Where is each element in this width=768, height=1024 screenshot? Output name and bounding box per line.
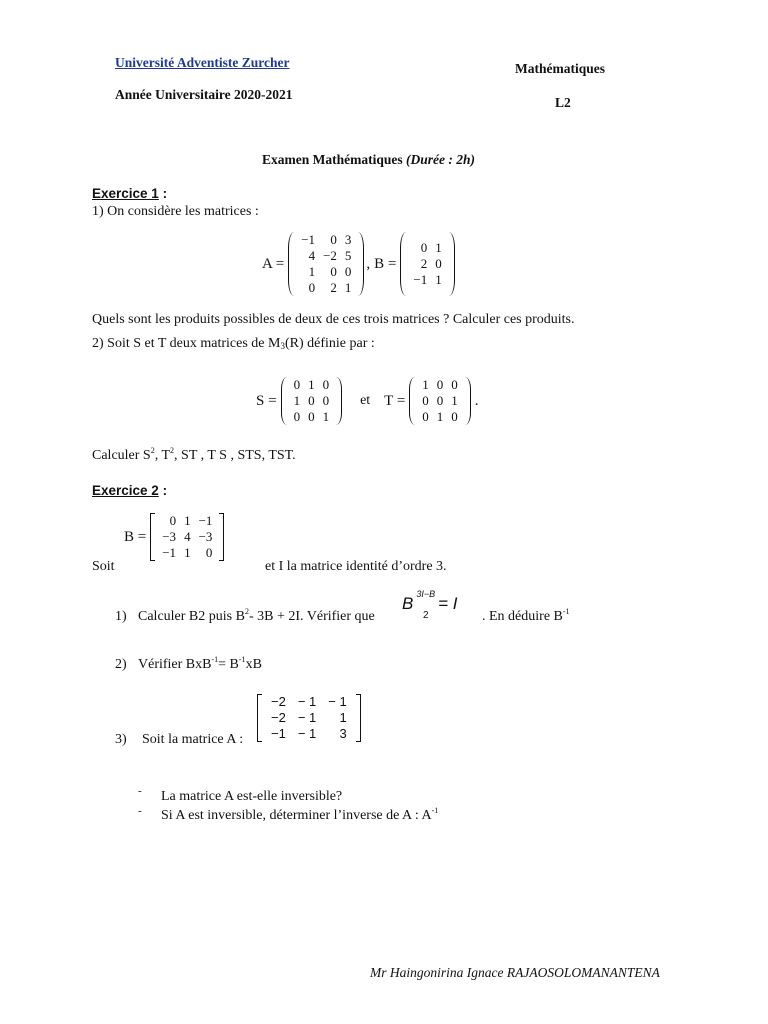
ex2-q1-formula (402, 589, 457, 622)
formula-num: 3I−B (416, 589, 436, 599)
ex2-q1-sup: 2 (244, 607, 249, 616)
matrix-a2-cell: − 1 (297, 726, 317, 741)
exercise-1-colon: : (158, 186, 168, 201)
ex2-q2-b: = B (218, 657, 239, 672)
matrix-t-period: . (474, 392, 479, 409)
matrix-t-row (418, 409, 462, 425)
ex2-q1-a: Calculer B2 puis B (138, 609, 245, 624)
ex2-q3-text: Soit la matrice A : (142, 732, 244, 747)
matrix-a2-cell: −2 (271, 710, 286, 725)
matrix-a-left-paren (288, 232, 294, 296)
matrix-b-cell: 2 (420, 256, 428, 271)
matrix-b-right-paren (449, 232, 455, 296)
matrix-s-cell: 1 (322, 409, 330, 424)
matrix-t-label: T = (384, 392, 406, 409)
matrix-b2-cell: 1 (184, 545, 191, 560)
matrix-t-left-paren (409, 377, 415, 425)
ex2-q2-text (138, 657, 262, 673)
matrix-a2-right-bracket (356, 694, 361, 742)
matrix-t (418, 377, 462, 425)
matrix-b2-label: B = (124, 528, 147, 545)
exercise-2-heading (92, 483, 167, 498)
matrix-t-cell: 0 (436, 393, 444, 408)
matrix-a-cell: 0 (344, 264, 352, 279)
matrix-s-row (290, 393, 334, 409)
matrix-b2-row (158, 545, 216, 561)
ex1-q2-calc-b: , T (154, 448, 171, 463)
matrix-a2-cell: 1 (339, 710, 347, 725)
matrix-a2-cell: 3 (339, 726, 347, 741)
matrix-a2-row (265, 710, 353, 726)
ex2-q2-a: Vérifier BxB (138, 657, 212, 672)
ex2-q1-c-sup: -1 (562, 607, 570, 616)
ex2-q2-c: xB (245, 657, 262, 672)
matrix-s-cell: 0 (308, 409, 315, 424)
soit-word: Soit (92, 559, 115, 574)
bullet-2-a: Si A est inversible, déterminer l’inverse de A : A (161, 808, 432, 823)
bullet-2-sup: -1 (431, 806, 439, 815)
university-name[interactable]: Université Adventiste Zurcher (115, 55, 290, 70)
matrix-s-cell: 0 (293, 377, 301, 392)
formula-eq: = I (438, 594, 458, 613)
ex1-q2-intro (92, 336, 375, 352)
matrix-a-cell: 0 (330, 264, 337, 279)
matrix-t-cell: 0 (422, 393, 429, 408)
matrix-t-cell: 0 (451, 377, 458, 392)
ex2-q1-number: 1) (115, 609, 127, 624)
ex1-q2-calc-c: , ST , T S , STS, TST. (174, 448, 296, 463)
ex1-q1-question: Quels sont les produits possibles de deux de ces trois matrices ? Calculer ces produits. (92, 312, 575, 327)
exercise-1-heading (92, 186, 167, 201)
matrix-a2-row (265, 694, 353, 710)
matrix-b-row (409, 240, 445, 256)
matrix-a-cell: −2 (323, 248, 337, 263)
matrix-st-block (256, 377, 483, 425)
matrix-b2-row (158, 529, 216, 545)
matrix-a2 (265, 694, 353, 742)
matrix-a2-block (257, 694, 361, 742)
matrix-b-row (409, 272, 445, 288)
matrix-a2-left-bracket (257, 694, 262, 742)
formula-den: 2 (422, 610, 429, 621)
matrix-a-label: A = (262, 255, 285, 272)
bullet-1-dash: - (138, 785, 142, 797)
matrix-b2-cell: −3 (198, 529, 213, 544)
subject: Mathématiques (515, 61, 605, 76)
matrix-b2-right-bracket (219, 513, 224, 561)
academic-year: Année Universitaire 2020-2021 (115, 87, 293, 102)
matrix-t-row (418, 377, 462, 393)
ex1-q2-intro-b: (R) définie par : (284, 336, 375, 351)
matrix-a (297, 232, 355, 296)
ex2-q1-b: - 3B + 2I. Vérifier que (248, 609, 375, 624)
matrix-s-row (290, 377, 334, 393)
matrix-s-cell: 1 (293, 393, 301, 408)
matrix-b2-cell: 0 (169, 513, 177, 528)
matrix-b2-cell: 0 (205, 545, 213, 560)
matrix-s (290, 377, 334, 425)
formula-b: B (402, 594, 414, 613)
matrix-b2-cell: −1 (162, 545, 177, 560)
exercise-1-label: Exercice 1 (92, 186, 159, 201)
ex1-q2-calc-sup1: 2 (150, 446, 155, 455)
matrix-s-right-paren (336, 377, 342, 425)
matrix-b-cell: 1 (435, 272, 442, 287)
matrix-a-cell: −1 (301, 232, 316, 247)
matrix-t-cell: 0 (451, 409, 458, 424)
matrix-a-cell: 2 (330, 280, 337, 295)
matrix-a-cell: 3 (344, 232, 352, 247)
matrix-b-label: B = (374, 255, 397, 272)
matrix-a-right-paren (358, 232, 364, 296)
matrix-t-row (418, 393, 462, 409)
matrix-b-cell: 1 (435, 240, 442, 255)
ex1-q2-intro-sub: 3 (280, 341, 285, 351)
matrix-a-row (297, 264, 355, 280)
matrix-b2-row (158, 513, 216, 529)
matrix-b-left-paren (400, 232, 406, 296)
matrix-a2-row (265, 726, 353, 742)
matrix-s-cell: 0 (308, 393, 315, 408)
bullet-1-text: La matrice A est-elle inversible? (161, 789, 343, 804)
formula-exponent (416, 589, 435, 622)
exam-title-main: Examen Mathématiques (262, 152, 406, 167)
ex1-q2-intro-a: 2) Soit S et T deux matrices de M (92, 336, 281, 351)
matrix-separator: , (366, 255, 371, 272)
matrix-b2-block (124, 513, 224, 561)
ex2-q2-sup1: -1 (211, 655, 219, 664)
matrix-a-row (297, 280, 355, 296)
matrix-a-cell: 4 (308, 248, 316, 263)
ex2-q3-number: 3) (115, 732, 127, 747)
matrix-b2-cell: 4 (184, 529, 191, 544)
matrix-a-cell: 5 (344, 248, 352, 263)
matrix-s-cell: 0 (293, 409, 301, 424)
ex1-q2-calc-sup2: 2 (170, 446, 175, 455)
matrix-b-cell: −1 (413, 272, 428, 287)
ex2-q1-text (138, 609, 375, 625)
matrix-a-row (297, 248, 355, 264)
matrix-s-label: S = (256, 392, 277, 409)
matrix-a2-cell: − 1 (328, 694, 347, 709)
exam-title (262, 152, 475, 168)
level: L2 (555, 95, 571, 110)
matrix-t-cell: 0 (422, 409, 429, 424)
matrix-a-row (297, 232, 355, 248)
matrix-b2-cell: −3 (162, 529, 177, 544)
matrix-s-left-paren (281, 377, 287, 425)
et-word: et (360, 393, 371, 408)
matrix-s-cell: 0 (322, 377, 330, 392)
exam-duration: (Durée : 2h) (406, 152, 475, 167)
ex2-q1-c: . En déduire B (482, 609, 563, 624)
identity-text: et I la matrice identité d’ordre 3. (265, 559, 447, 574)
exercise-2-colon: : (158, 483, 168, 498)
matrix-b2-cell: −1 (198, 513, 213, 528)
matrix-s-row (290, 409, 334, 425)
matrix-s-cell: 1 (308, 377, 315, 392)
ex1-q2-calc (92, 448, 296, 464)
matrix-t-cell: 1 (436, 409, 444, 424)
matrix-t-cell: 1 (451, 393, 458, 408)
matrix-a-cell: 0 (308, 280, 316, 295)
matrix-a2-cell: −2 (271, 694, 286, 709)
matrix-b-cell: 0 (420, 240, 428, 255)
matrix-t-cell: 0 (436, 377, 444, 392)
bullet-2-dash: - (138, 805, 142, 817)
matrix-a-cell: 0 (330, 232, 337, 247)
matrix-b2-left-bracket (150, 513, 155, 561)
matrix-b (409, 240, 445, 288)
bullet-2-text (161, 808, 438, 824)
matrix-b2 (158, 513, 216, 561)
matrix-t-cell: 1 (422, 377, 429, 392)
matrix-s-cell: 0 (322, 393, 330, 408)
matrix-a-cell: 1 (344, 280, 352, 295)
ex2-q2-number: 2) (115, 657, 127, 672)
matrix-b-row (409, 256, 445, 272)
ex2-q1-deduce (482, 609, 570, 625)
matrix-a2-cell: − 1 (297, 710, 317, 725)
ex2-q2-sup2: -1 (238, 655, 246, 664)
author: Mr Haingonirina Ignace RAJAOSOLOMANANTENA (370, 965, 660, 980)
matrix-b2-cell: 1 (184, 513, 191, 528)
matrix-a-cell: 1 (308, 264, 316, 279)
matrix-a2-cell: − 1 (297, 694, 317, 709)
exercise-2-label: Exercice 2 (92, 483, 159, 498)
matrix-t-right-paren (465, 377, 471, 425)
ex1-q1-intro: 1) On considère les matrices : (92, 204, 259, 219)
matrix-b-cell: 0 (435, 256, 442, 271)
matrix-a2-cell: −1 (271, 726, 286, 741)
matrix-a-block (262, 232, 455, 296)
ex1-q2-calc-a: Calculer S (92, 448, 151, 463)
